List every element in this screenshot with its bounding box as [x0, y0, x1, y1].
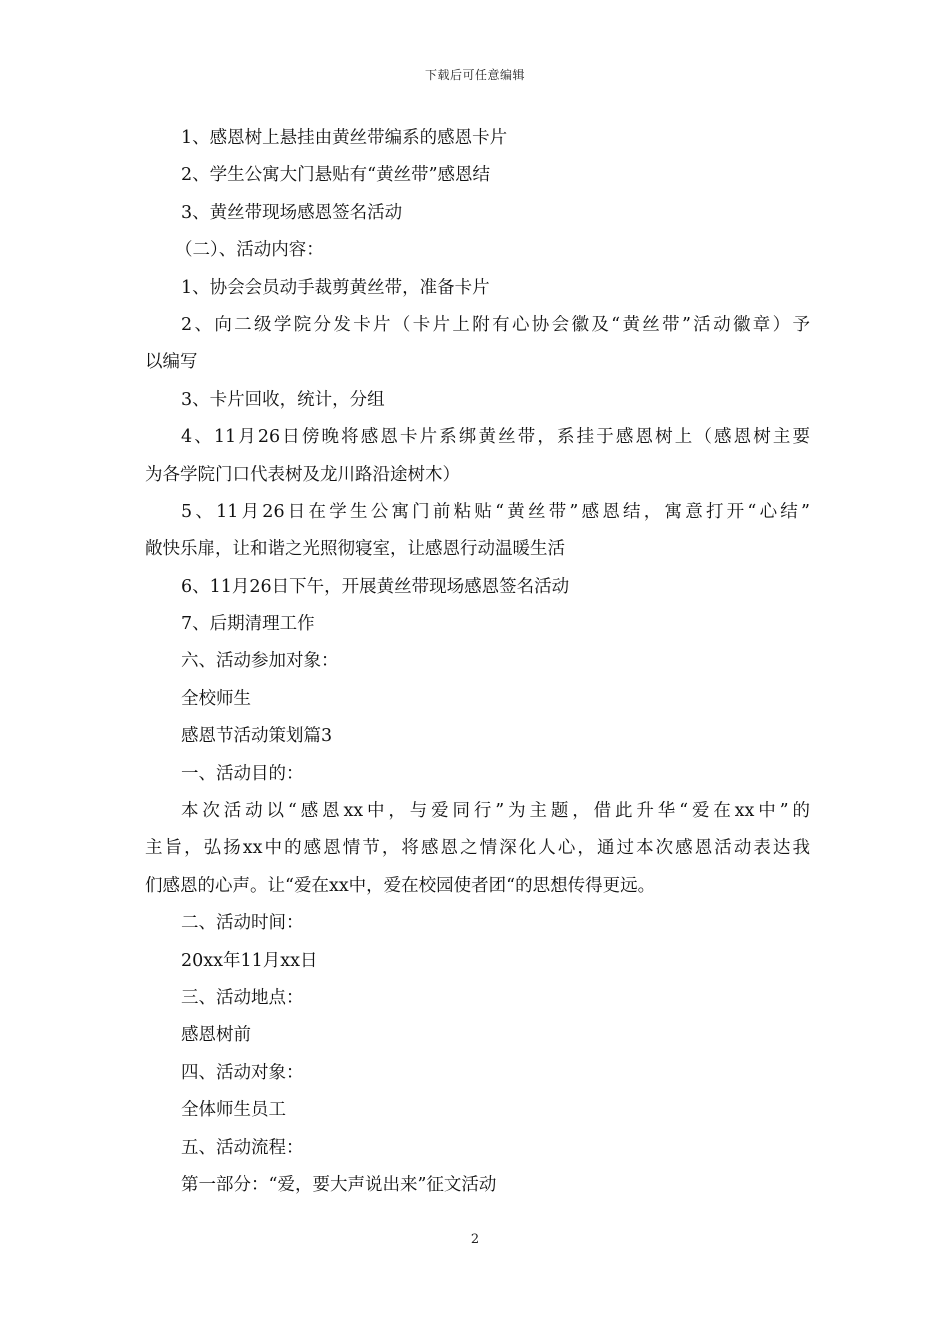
paragraph-line: 4、11月26日傍晚将感恩卡片系绑黄丝带，系挂于感恩树上（感恩树主要	[181, 427, 810, 448]
paragraph-line: 感恩节活动策划篇3	[181, 726, 333, 747]
paragraph-line: 2、学生公寓大门悬贴有“黄丝带”感恩结	[181, 165, 491, 186]
paragraph-line: 7、后期清理工作	[181, 614, 315, 635]
paragraph-line: 3、卡片回收，统计，分组	[181, 389, 385, 410]
paragraph-line: 感恩树前	[181, 1025, 251, 1046]
paragraph-line: 四、活动对象：	[181, 1062, 304, 1083]
page-header-note: 下载后可任意编辑	[424, 68, 525, 82]
paragraph-line: 主旨，弘扬xx中的感恩情节，将感恩之情深化人心，通过本次感恩活动表达我	[145, 838, 810, 859]
paragraph-line: 为各学院门口代表树及龙川路沿途树木）	[145, 464, 460, 485]
paragraph-line: 3、黄丝带现场感恩签名活动	[181, 202, 403, 223]
paragraph-line: 5、11月26日在学生公寓门前粘贴“黄丝带”感恩结，寓意打开“心结”	[181, 501, 810, 522]
paragraph-line: 全体师生员工	[181, 1100, 286, 1121]
paragraph-line: 六、活动参加对象：	[181, 651, 339, 672]
paragraph-line: 五、活动流程：	[181, 1137, 304, 1158]
paragraph-line: 二、活动时间：	[181, 913, 304, 934]
paragraph-line: （二）、活动内容：	[175, 240, 324, 261]
paragraph-line: 本次活动以“感恩xx中，与爱同行”为主题，借此升华“爱在xx中”的	[181, 801, 810, 822]
paragraph-line: 1、协会会员动手裁剪黄丝带，准备卡片	[181, 277, 490, 298]
paragraph-line: 6、11月26日下午，开展黄丝带现场感恩签名活动	[181, 576, 570, 597]
page-number: 2	[470, 1232, 480, 1247]
paragraph-line: 20xx年11月xx日	[181, 950, 318, 971]
paragraph-line: 1、感恩树上悬挂由黄丝带编系的感恩卡片	[181, 128, 508, 148]
paragraph-line: 2、向二级学院分发卡片（卡片上附有心协会徽及“黄丝带”活动徽章）予	[181, 314, 810, 335]
paragraph-line: 敞快乐扉，让和谐之光照彻寝室，让感恩行动温暖生活	[145, 539, 565, 560]
paragraph-line: 以编写	[145, 352, 198, 373]
paragraph-line: 第一部分：“爱，要大声说出来”征文活动	[181, 1174, 497, 1195]
paragraph-line: 全校师生	[181, 688, 251, 709]
paragraph-line: 们感恩的心声。让“爱在xx中，爱在校园使者团“的思想传得更远。	[145, 875, 656, 896]
document-body	[145, 120, 810, 1204]
paragraph-line: 三、活动地点：	[181, 987, 304, 1008]
paragraph-line: 一、活动目的：	[181, 763, 304, 784]
